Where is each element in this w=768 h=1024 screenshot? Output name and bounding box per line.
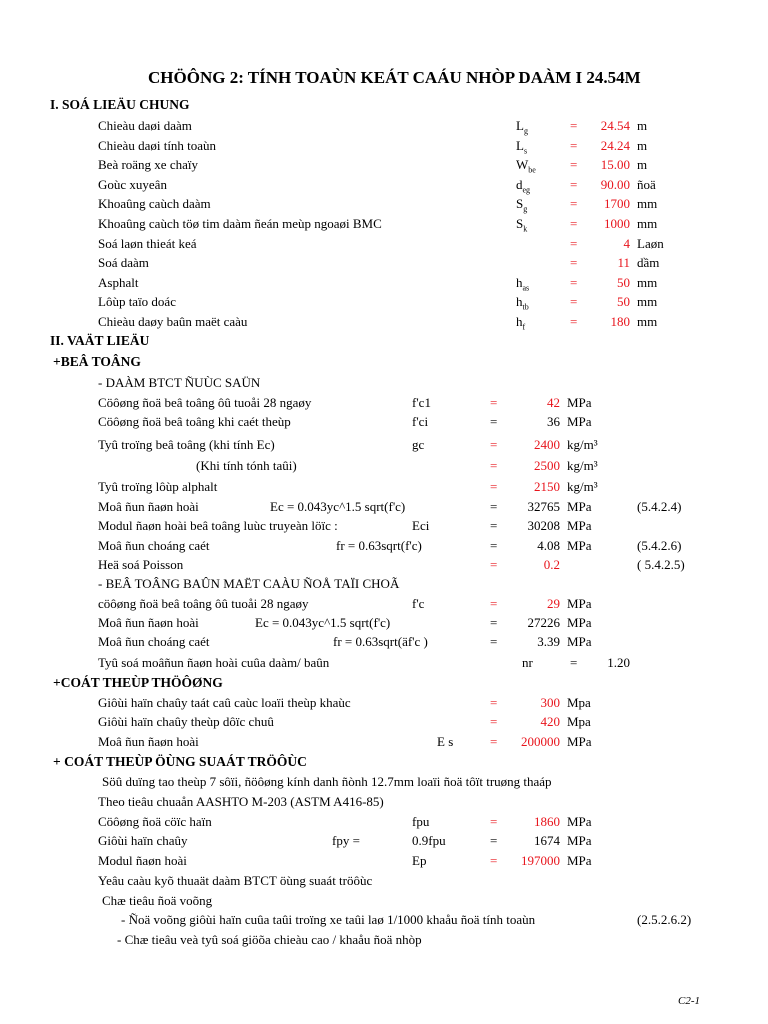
rebar-yield-value: 300 (540, 695, 560, 710)
general-row-symbol: $S_k$ (516, 216, 528, 234)
poisson-value: 0.2 (543, 557, 560, 572)
requirements-text: Yeâu caàu kyõ thuaät daàm BTCT öùng suaát tröôùc (98, 873, 373, 888)
general-row-label: Chieàu daøy baûn maët caàu (98, 314, 248, 329)
slab-fc-eq: = (490, 596, 498, 611)
fpu-value: 1860 (534, 814, 560, 829)
slab-fc-unit: MPa (567, 596, 592, 611)
general-row-unit: Laøn (637, 236, 664, 251)
general-row-value: 90.00 (600, 177, 630, 192)
beam-fr-label: Moâ ñun choáng caét (98, 538, 210, 553)
asphalt-density-label: Tyû troïng lôùp alphalt (98, 479, 218, 494)
poisson-eq: = (490, 557, 498, 572)
general-row-unit: m (637, 138, 648, 153)
general-row-symbol: $h_f$ (516, 314, 526, 332)
rebar-yield-eq: = (490, 695, 498, 710)
slab-fc-value: 29 (547, 596, 560, 611)
general-row-symbol: $h_{tb}$ (516, 294, 529, 312)
modular-ratio-value: 1.20 (607, 655, 630, 670)
deflection-criteria: Chæ tieâu ñoä voõng (102, 893, 213, 908)
beam-fc-label: Cöôøng ñoä beâ toâng ôû tuoåi 28 ngaøy (98, 395, 312, 410)
beam-ec-eq: = (490, 499, 498, 514)
beam-gc-eq: = (490, 437, 498, 452)
general-row-unit: mm (637, 314, 658, 329)
beam-ec-formula: Ec = 0.043yc^1.5 sqrt(f'c) (270, 499, 406, 514)
ep-symbol: Ep (412, 853, 427, 868)
beam-fc-unit: MPa (567, 395, 592, 410)
rebar-es-symbol: E s (437, 734, 454, 749)
general-row-eq: = (570, 294, 578, 309)
general-row-label: Soá daàm (98, 255, 149, 270)
beam-gc-unit: kg/m³ (567, 437, 598, 452)
concrete-heading: +BEÂ TOÂNG (53, 354, 141, 369)
beam-fr-reference: (5.4.2.6) (637, 538, 682, 553)
general-row-value: 180 (610, 314, 630, 329)
slab-fc-label: cöôøng ñoä beâ toâng ôû tuoåi 28 ngaøy (98, 596, 309, 611)
fpu-label: Cöôøng ñoä cöïc haïn (98, 814, 212, 829)
beam-gc-value: 2400 (534, 437, 560, 452)
general-row-symbol: $S_g$ (516, 196, 528, 214)
modular-ratio-label: Tyû soá moâñun ñaøn hoài cuûa daàm/ baûn (98, 655, 330, 670)
general-row-symbol-subscript: g (523, 126, 528, 136)
fpy-value: 1674 (534, 833, 560, 848)
ep-eq: = (490, 853, 498, 868)
fpu-symbol: fpu (412, 814, 430, 829)
general-row-eq: = (570, 255, 578, 270)
ep-label: Modul ñaøn hoài (98, 853, 187, 868)
general-row-value: 11 (617, 255, 630, 270)
general-row-symbol-subscript: f (522, 322, 526, 332)
slab-ec-unit: MPa (567, 615, 592, 630)
beam-fr-value: 4.08 (537, 538, 560, 553)
general-row-label: Chieàu daøi tính toaùn (98, 138, 217, 153)
slab-fc-symbol: f'c (412, 596, 425, 611)
page-footer: C2-1 (678, 995, 700, 1007)
general-row-value: 15.00 (600, 157, 630, 172)
general-row-eq: = (570, 216, 578, 231)
slab-heading: - BEÂ TOÂNG BAÛN MAËT CAÀU ÑOÅ TAÏI CHOÃ (98, 576, 400, 591)
section-heading-general: I. SOÁ LIEÄU CHUNG (50, 97, 190, 112)
beam-fci-value: 36 (547, 414, 560, 429)
rebar-yield-label: Giôùi haïn chaûy taát caû caùc loaïi theùp khaùc (98, 695, 351, 710)
ep-value: 197000 (521, 853, 560, 868)
beam-fci-eq: = (490, 414, 498, 429)
general-row-symbol: $L_s$ (516, 138, 528, 156)
main-rebar-yield-unit: Mpa (567, 714, 591, 729)
beam-eci-eq: = (490, 518, 498, 533)
beam-gc2-eq: = (490, 458, 498, 473)
general-row-unit: m (637, 157, 648, 172)
general-row-value: 50 (617, 275, 630, 290)
general-row-unit: mm (637, 294, 658, 309)
beam-fc-eq: = (490, 395, 498, 410)
general-row-label: Khoaûng caùch töø tim daàm ñeán meùp ngoaøi BMC (98, 216, 382, 231)
general-row-symbol: $h_{as}$ (516, 275, 530, 293)
beam-ec-unit: MPa (567, 499, 592, 514)
slab-ec-formula: Ec = 0.043yc^1.5 sqrt(f'c) (255, 615, 391, 630)
general-row-unit: dầm (637, 255, 660, 270)
beam-fci-label: Cöôøng ñoä beâ toâng khi caét theùp (98, 414, 291, 429)
rebar-es-label: Moâ ñun ñaøn hoài (98, 734, 199, 749)
general-row-symbol: $d_{eg}$ (516, 177, 531, 195)
beam-fci-unit: MPa (567, 414, 592, 429)
beam-gc-symbol: gc (412, 437, 425, 452)
general-row-symbol-subscript: g (523, 204, 528, 214)
beam-fc-symbol: f'c1 (412, 395, 431, 410)
beam-gc2-label: (Khi tính tónh taûi) (196, 458, 297, 473)
slab-ec-eq: = (490, 615, 498, 630)
beam-eci-unit: MPa (567, 518, 592, 533)
beam-gc2-value: 2500 (534, 458, 560, 473)
main-rebar-yield-label: Giôùi haïn chaûy theùp dôïc chuû (98, 714, 274, 729)
general-row-unit: mm (637, 275, 658, 290)
general-row-eq: = (570, 177, 578, 192)
beam-eci-label: Modul ñaøn hoài beâ toâng luùc truyeàn löïc : (98, 518, 338, 533)
general-row-eq: = (570, 236, 578, 251)
general-row-value: 50 (617, 294, 630, 309)
general-row-label: Beà roäng xe chaïy (98, 157, 198, 172)
page-title: CHÖÔNG 2: TÍNH TOAÙN KEÁT CAÁU NHÒP DAÀM I 24.54M (148, 68, 641, 87)
general-row-eq: = (570, 275, 578, 290)
slab-ec-label: Moâ ñun ñaøn hoài (98, 615, 199, 630)
beam-fci-symbol: f'ci (412, 414, 429, 429)
slab-fr-formula: fr = 0.63sqrt(äf'c ) (333, 634, 428, 649)
general-row-value: 4 (623, 236, 630, 251)
beam-fr-eq: = (490, 538, 498, 553)
general-row-eq: = (570, 196, 578, 211)
prestress-heading: + COÁT THEÙP ÖÙNG SUAÁT TRÖÔÙC (53, 754, 307, 769)
general-row-value: 1000 (604, 216, 630, 231)
general-row-symbol-subscript: be (528, 165, 536, 175)
slab-fr-eq: = (490, 634, 498, 649)
general-row-symbol-subscript: k (523, 224, 528, 234)
beam-fc-value: 42 (547, 395, 560, 410)
fpy-formula: 0.9fpu (412, 833, 446, 848)
general-row-symbol-subscript: eg (522, 185, 531, 195)
general-row-unit: mm (637, 216, 658, 231)
beam-fr-formula: fr = 0.63sqrt(f'c) (336, 538, 422, 553)
general-row-label: Khoaûng caùch daàm (98, 196, 211, 211)
beam-eci-value: 30208 (527, 518, 560, 533)
general-row-label: Soá laøn thieát keá (98, 236, 197, 251)
general-row-value: 24.24 (600, 138, 630, 153)
main-rebar-yield-value: 420 (540, 714, 560, 729)
general-row-label: Asphalt (98, 275, 139, 290)
fpu-unit: MPa (567, 814, 592, 829)
asphalt-density-unit: kg/m³ (567, 479, 598, 494)
general-row-eq: = (570, 314, 578, 329)
slab-fr-label: Moâ ñun choáng caét (98, 634, 210, 649)
general-row-value: 24.54 (600, 118, 630, 133)
fpy-eq: = (490, 833, 498, 848)
fpy-unit: MPa (567, 833, 592, 848)
deflection-limit-reference: (2.5.2.6.2) (637, 912, 692, 927)
beam-ec-value: 32765 (527, 499, 560, 514)
beam-heading: - DAÀM BTCT ÑUÙC SAÜN (98, 375, 261, 390)
strand-standard: Theo tieâu chuaån AASHTO M-203 (ASTM A416-85) (98, 794, 384, 809)
ep-unit: MPa (567, 853, 592, 868)
poisson-reference: ( 5.4.2.5) (637, 557, 685, 572)
strand-description: Söû duïng tao theùp 7 sôïi, ñöôøng kính danh ñònh 12.7mm loaïi ñoä tôït truøng thaáp (102, 774, 552, 789)
depth-span-ratio-text: - Chæ tieâu veà tyû soá giöõa chieàu cao / khaåu ñoä nhòp (117, 932, 422, 947)
modular-ratio-symbol: nr (522, 655, 533, 670)
slab-fr-unit: MPa (567, 634, 592, 649)
asphalt-density-value: 2150 (534, 479, 560, 494)
fpu-eq: = (490, 814, 498, 829)
beam-fr-unit: MPa (567, 538, 592, 553)
general-row-unit: mm (637, 196, 658, 211)
fpy-symbol: fpy = (332, 833, 360, 848)
beam-ec-label: Moâ ñun ñaøn hoài (98, 499, 199, 514)
general-row-label: Lôùp taïo doác (98, 294, 176, 309)
rebar-yield-unit: Mpa (567, 695, 591, 710)
rebar-es-eq: = (490, 734, 498, 749)
beam-eci-symbol: Eci (412, 518, 430, 533)
general-row-eq: = (570, 138, 578, 153)
general-row-eq: = (570, 157, 578, 172)
general-row-symbol: $W_{be}$ (516, 157, 536, 175)
general-row-symbol-subscript: tb (522, 302, 529, 312)
slab-ec-value: 27226 (527, 615, 560, 630)
rebar-heading: +COÁT THEÙP THÖÔØNG (53, 675, 223, 690)
general-row-label: Goùc xuyeân (98, 177, 167, 192)
deflection-limit-text: - Ñoä voõng giôùi haïn cuûa taûi troïng xe taûi laø 1/1000 khaåu ñoä tính toaùn (121, 912, 536, 927)
beam-ec-reference: (5.4.2.4) (637, 499, 682, 514)
general-row-symbol-subscript: as (522, 283, 530, 293)
general-row-unit: ñoä (637, 177, 656, 192)
general-row-eq: = (570, 118, 578, 133)
beam-gc-label: Tyû troïng beâ toâng (khi tính Ec) (98, 437, 275, 452)
general-row-symbol-subscript: s (523, 146, 528, 156)
general-row-unit: m (637, 118, 648, 133)
beam-gc2-unit: kg/m³ (567, 458, 598, 473)
rebar-es-value: 200000 (521, 734, 560, 749)
modular-ratio-eq: = (570, 655, 578, 670)
general-row-symbol: $L_g$ (516, 118, 528, 136)
poisson-label: Heä soá Poisson (98, 557, 184, 572)
section-heading-materials: II. VAÄT LIEÄU (50, 333, 150, 348)
fpy-label: Giôùi haïn chaûy (98, 833, 188, 848)
rebar-es-unit: MPa (567, 734, 592, 749)
slab-fr-value: 3.39 (537, 634, 560, 649)
main-rebar-yield-eq: = (490, 714, 498, 729)
general-row-label: Chieàu daøi daàm (98, 118, 192, 133)
asphalt-density-eq: = (490, 479, 498, 494)
general-row-value: 1700 (604, 196, 630, 211)
